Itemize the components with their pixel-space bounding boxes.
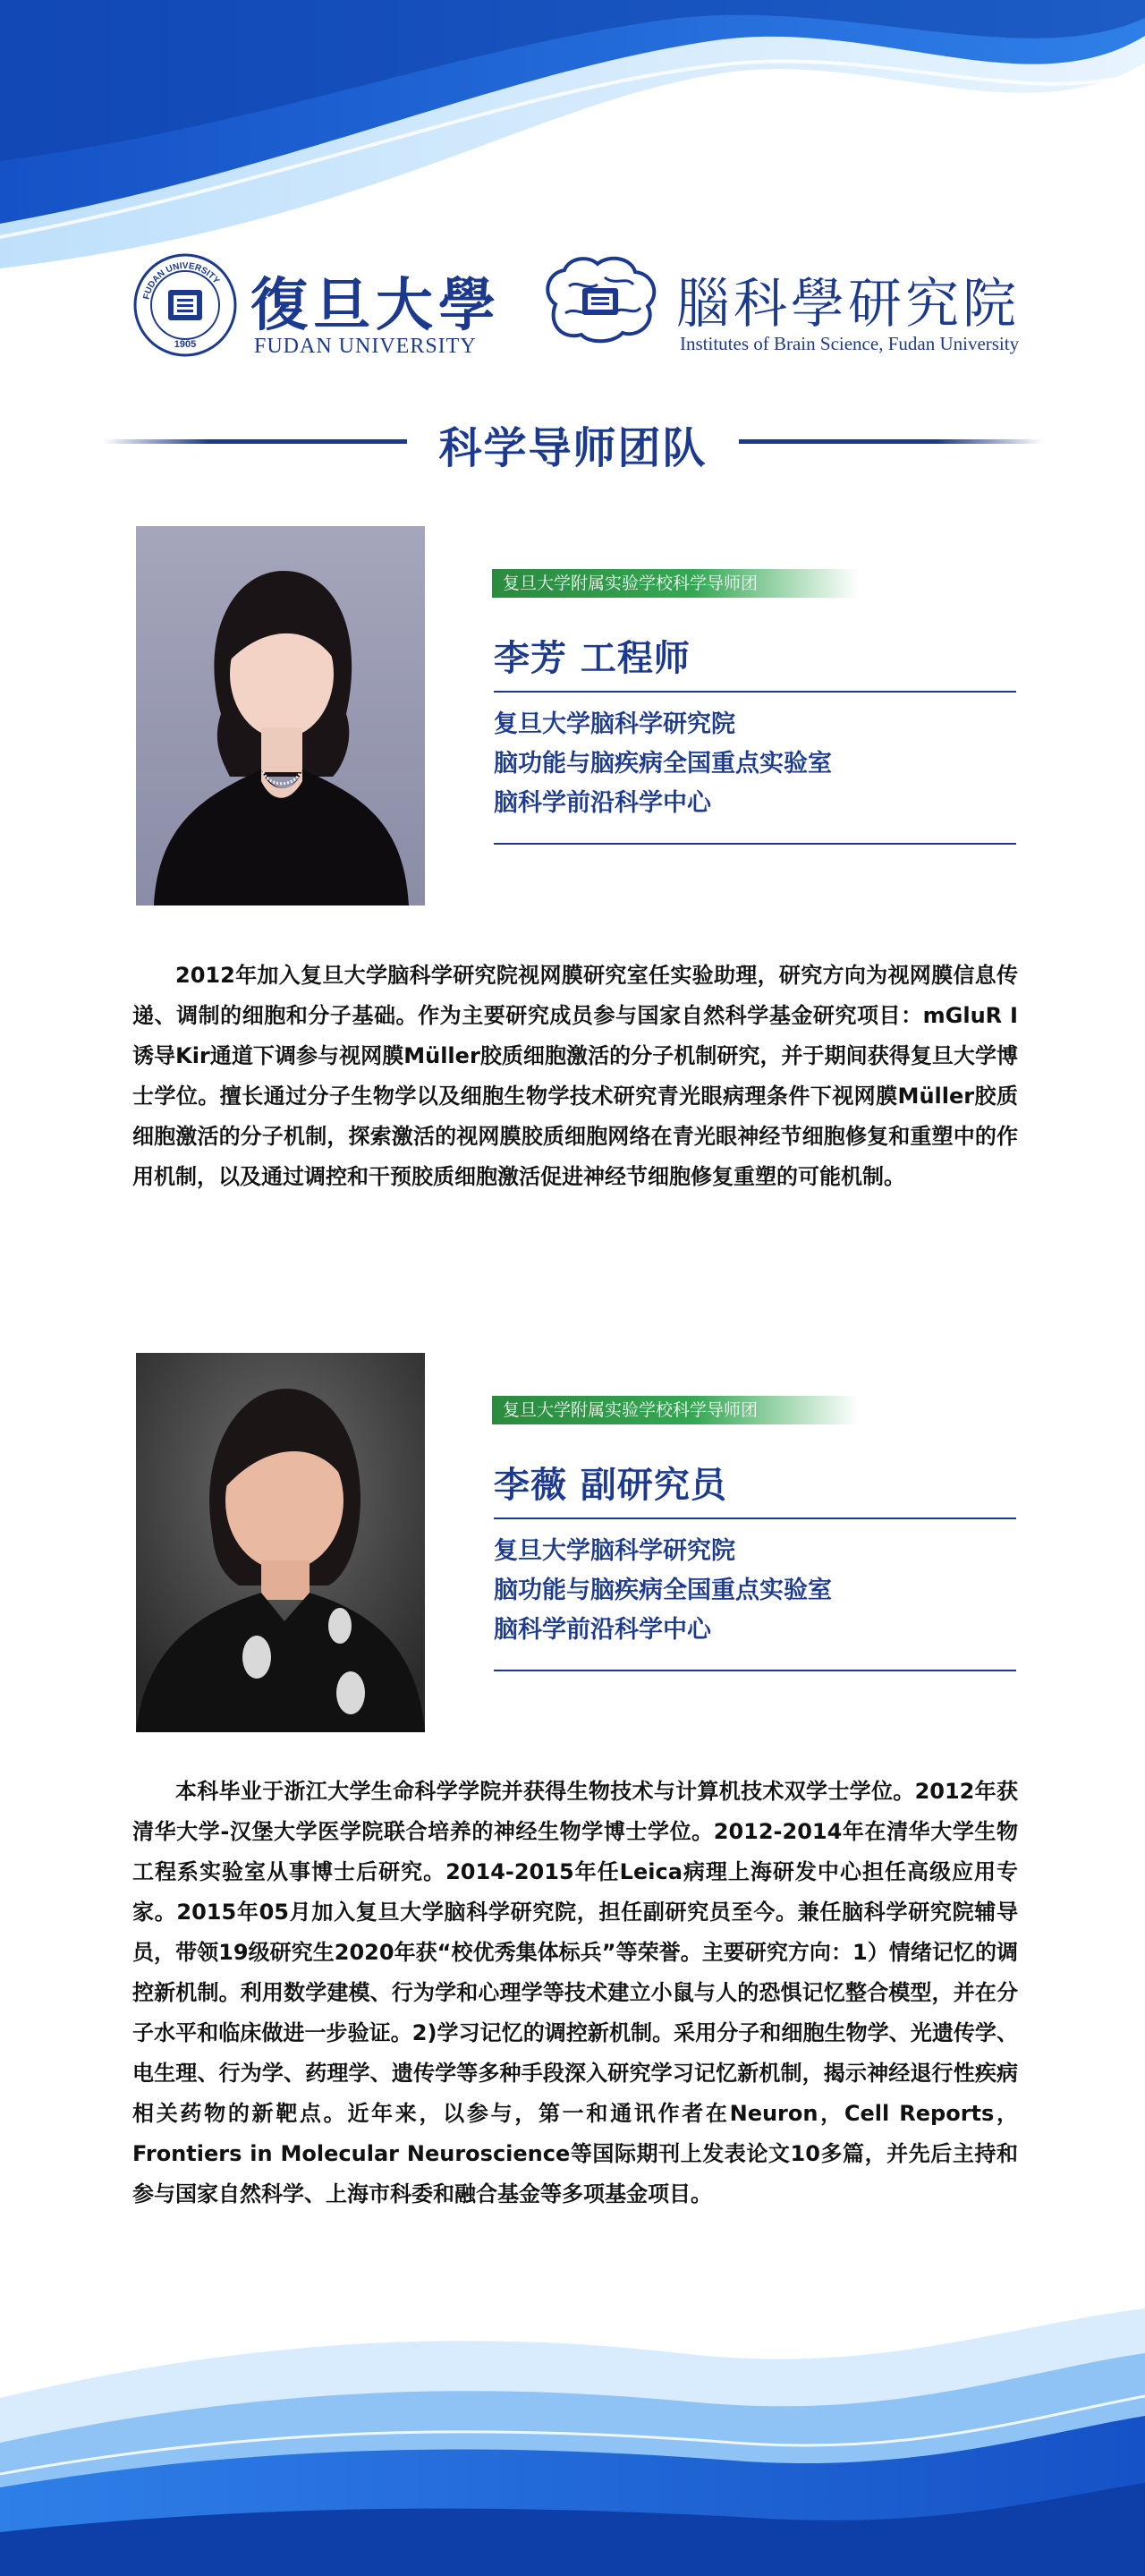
fudan-name-cn: 復旦大學: [250, 272, 501, 339]
profile-divider-top: [494, 1518, 1016, 1519]
bio-paragraph: 2012年加入复旦大学脑科学研究院视网膜研究室任实验助理，研究方向为视网膜信息传递、调制的细胞和分子基础。作为主要研究成员参与国家自然科学基金研究项目：mGluR Ⅰ诱导Kir通道下调参与视网膜Müller胶质细胞激活的分子机制研究，并于期间获得复旦大学博士学位。擅长通过分子生物学以及细胞生物学技术研究青光眼病理条件下视网膜Müller胶质细胞激活的分子机制，探索激活的视网膜胶质细胞网络在青光眼神经节细胞修复和重塑中的作用机制，以及通过调控和干预胶质细胞激活促进神经节细胞修复重塑的可能机制。: [132, 963, 1018, 1189]
ibs-name-cn: 腦科學研究院: [676, 273, 1020, 336]
title-divider-right: [739, 439, 1043, 444]
fudan-seal-text: FUDAN UNIVERSITY: [141, 261, 222, 301]
affiliation-item: 脑功能与脑疾病全国重点实验室: [494, 1577, 832, 1604]
profile-bio: [132, 956, 1018, 1197]
page-title: 科学导师团队: [438, 423, 708, 473]
bottom-wave-decoration: [0, 2291, 1145, 2576]
profile-name: 李芳 工程师: [494, 638, 691, 679]
affiliation-list: [494, 705, 832, 823]
profile-divider-bottom: [494, 843, 1016, 845]
mentor-group-tag: 复旦大学附属实验学校科学导师团: [492, 569, 859, 598]
title-divider-left: [103, 439, 407, 444]
ibs-name-en: Institutes of Brain Science, Fudan University: [680, 333, 1020, 354]
affiliation-item: 复旦大学脑科学研究院: [494, 710, 735, 738]
mentor-group-tag: 复旦大学附属实验学校科学导师团: [492, 1396, 859, 1424]
affiliation-item: 脑功能与脑疾病全国重点实验室: [494, 750, 832, 778]
profile-divider-bottom: [494, 1670, 1016, 1671]
affiliation-item: 脑科学前沿科学中心: [494, 789, 711, 817]
profile-name: 李薇 副研究员: [494, 1465, 727, 1506]
fudan-seal-year: 1905: [174, 339, 197, 350]
affiliation-item: 复旦大学脑科学研究院: [494, 1537, 735, 1565]
profile-photo: [136, 526, 425, 905]
brain-science-logo: [533, 251, 667, 349]
affiliation-item: 脑科学前沿科学中心: [494, 1616, 711, 1644]
profile-bio: [132, 1772, 1018, 2215]
profile-photo: [136, 1353, 425, 1732]
fudan-seal-logo: [132, 252, 238, 358]
bio-paragraph: 本科毕业于浙江大学生命科学学院并获得生物技术与计算机技术双学士学位。2012年获清华大学-汉堡大学医学院联合培养的神经生物学博士学位。2012-2014年在清华大学生物工程系实验室从事博士后研究。2014-2015年任Leica病理上海研发中心担任高级应用专家。2015年05月加入复旦大学脑科学研究院，担任副研究员至今。兼任脑科学研究院辅导员，带领19级研究生2020年获“校优秀集体标兵”等荣誉。主要研究方向：1）情绪记忆的调控新机制。利用数学建模、行为学和心理学等技术建立小鼠与人的恐惧记忆整合模型，并在分子水平和临床做进一步验证。2)学习记忆的调控新机制。采用分子和细胞生物学、光遗传学、电生理、行为学、药理学、遗传学等多种手段深入研究学习记忆新机制，揭示神经退行性疾病相关药物的新靶点。近年来，以参与，第一和通讯作者在Neuron，Cell Reports，Frontiers in Molecular Neuroscience等国际期刊上发表论文10多篇，并先后主持和参与国家自然科学、上海市科委和融合基金等多项基金项目。: [132, 1779, 1018, 2206]
profile-divider-top: [494, 691, 1016, 693]
fudan-name-en: FUDAN UNIVERSITY: [254, 335, 477, 358]
affiliation-list: [494, 1532, 832, 1650]
